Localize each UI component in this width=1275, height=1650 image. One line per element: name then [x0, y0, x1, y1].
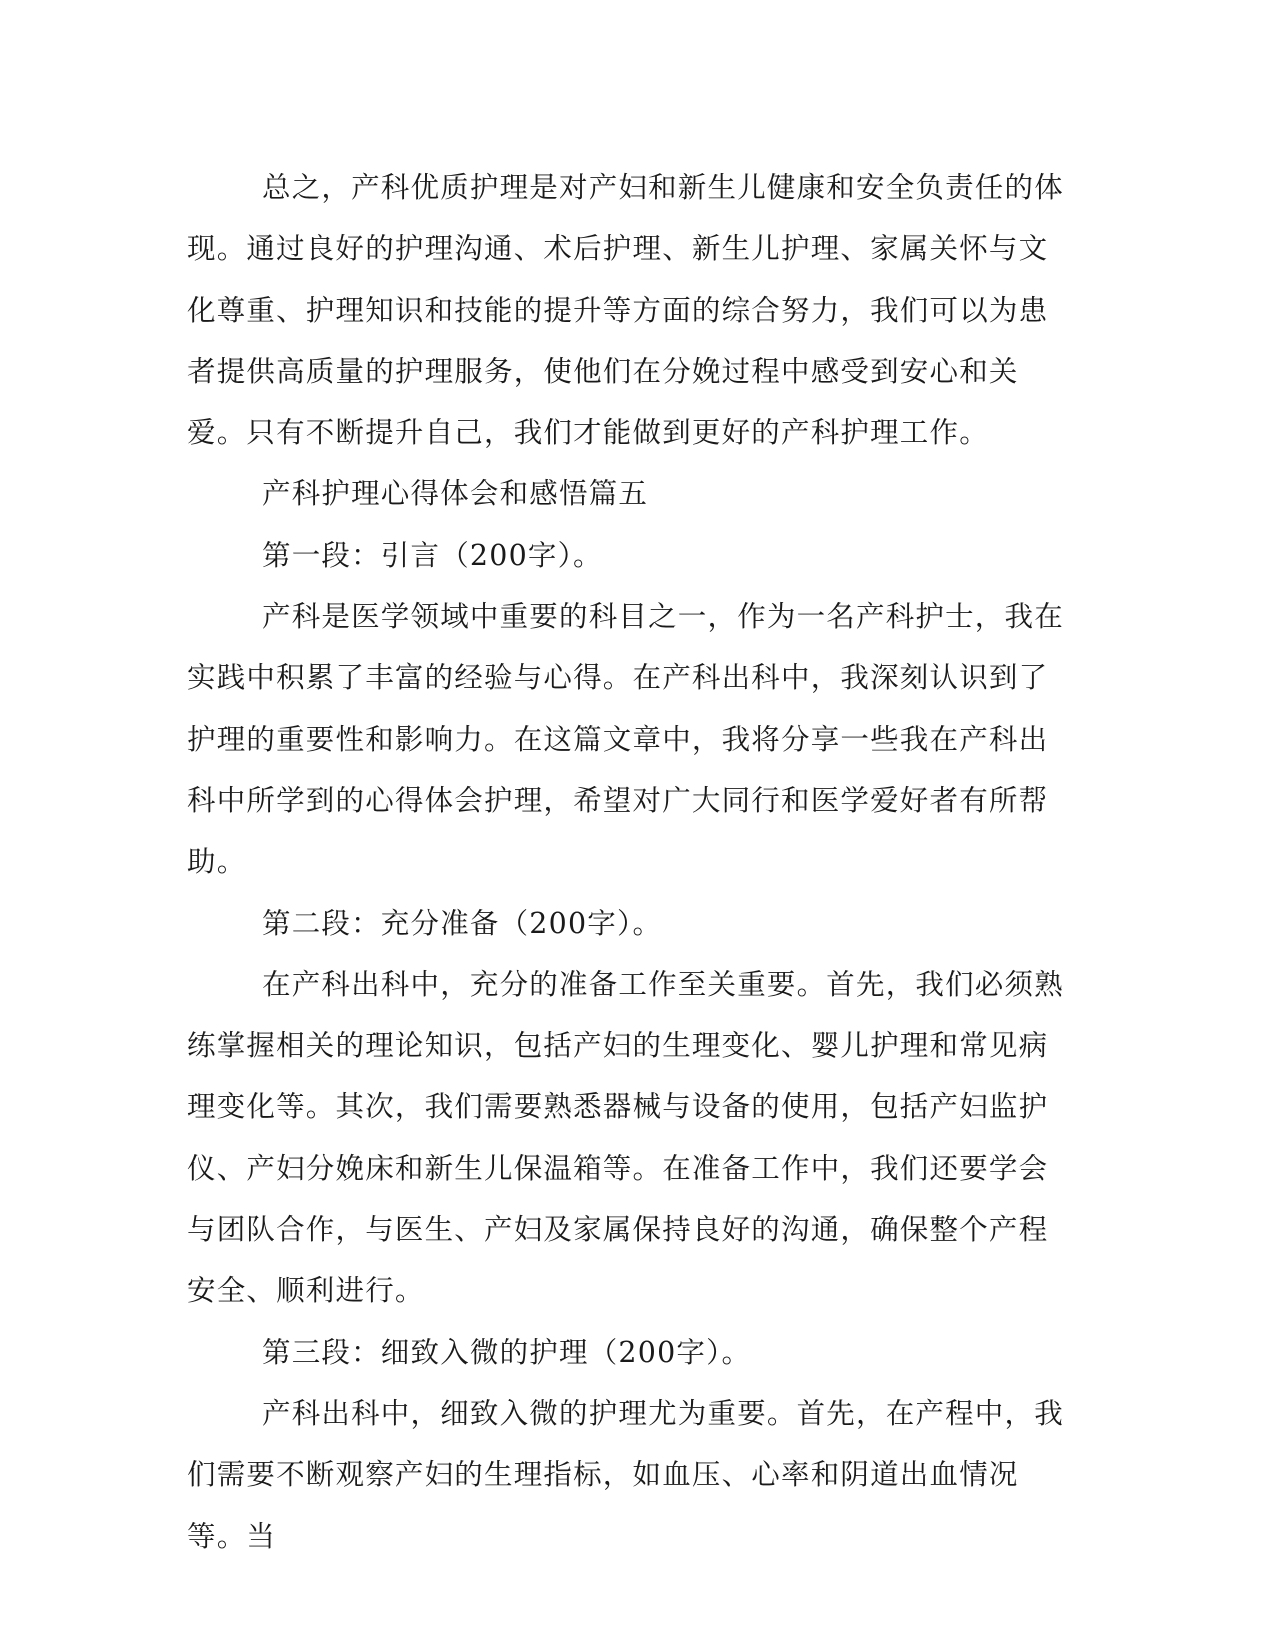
article-title: 产科护理心得体会和感悟篇五 [262, 477, 649, 511]
section-heading-3: 第三段：细致入微的护理（200字）。 [262, 1335, 752, 1369]
document-body [187, 157, 1067, 1567]
paragraph-preparation: 在产科出科中，充分的准备工作至关重要。首先，我们必须熟练掌握相关的理论知识，包括产妇的生理变化、婴儿护理和常见病理变化等。其次，我们需要熟悉器械与设备的使用，包括产妇监护仪、产妇分娩床和新生儿保温箱等。在准备工作中，我们还要学会与团队合作，与医生、产妇及家属保持良好的沟通，确保整个产程安全、顺利进行。 [187, 967, 1064, 1308]
section-heading-1: 第一段：引言（200字）。 [262, 538, 603, 572]
paragraph-intro: 产科是医学领域中重要的科目之一，作为一名产科护士，我在实践中积累了丰富的经验与心得。在产科出科中，我深刻认识到了护理的重要性和影响力。在这篇文章中，我将分享一些我在产科出科中所学到的心得体会护理，希望对广大同行和医学爱好者有所帮助。 [187, 600, 1064, 879]
paragraph-care: 产科出科中，细致入微的护理尤为重要。首先，在产程中，我们需要不断观察产妇的生理指标，如血压、心率和阴道出血情况等。当 [187, 1396, 1064, 1553]
section-heading-2: 第二段：充分准备（200字）。 [262, 906, 663, 940]
paragraph-conclusion: 总之，产科优质护理是对产妇和新生儿健康和安全负责任的体现。通过良好的护理沟通、术后护理、新生儿护理、家属关怀与文化尊重、护理知识和技能的提升等方面的综合努力，我们可以为患者提供高质量的护理服务，使他们在分娩过程中感受到安心和关爱。只有不断提升自己，我们才能做到更好的产科护理工作。 [187, 171, 1064, 450]
